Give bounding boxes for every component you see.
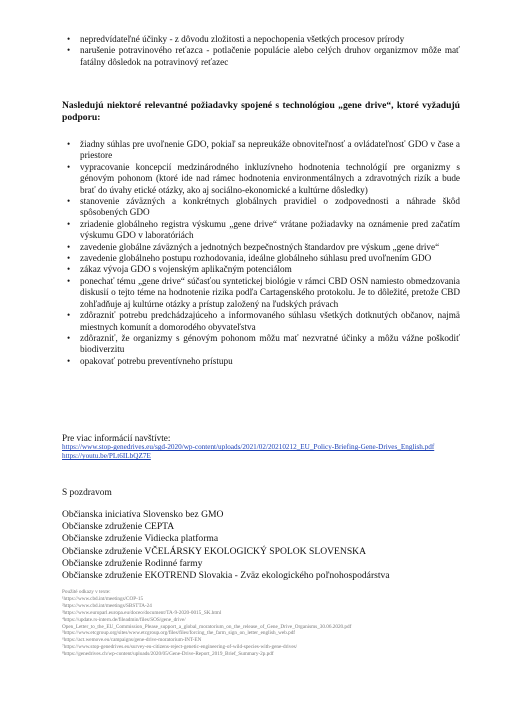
- signatory: Občianske združenie EKOTREND Slovakia - Zväz ekologického poľnohospodárstva: [62, 570, 390, 582]
- list-item: • zriadenie globálneho registra výskumu „gene drive“ vrátane požiadavky na oznámenie pred začatím výskumu GDO v laboratóriách: [62, 219, 460, 242]
- footnote: ⁴https://update.rs-intern.de/fileadmin/files/SOS/gene_drive/: [62, 616, 186, 623]
- footnote: Použité odkazy v texte:: [62, 589, 111, 595]
- list-item: • nepredvídateľné účinky - z dôvodu zložitosti a nepochopenia všetkých procesov prírody: [62, 34, 460, 45]
- list-item: • narušenie potravinového reťazca - potlačenie populácie alebo celých druhov organizmov môže mať fatálny dôsledok na potravinový reťazec: [62, 45, 460, 68]
- requirements-heading: Nasledujú niektoré relevantné požiadavky spojené s technológiou „gene drive“, ktoré vyžadujú podporu:: [62, 100, 460, 123]
- signatory: Občianska iniciatíva Slovensko bez GMO: [62, 509, 224, 520]
- list-item: • zavedenie globálne záväzných a jednotných bezpečnostných štandardov pre výskum „gene drive“: [62, 242, 460, 253]
- footnote: ⁶https://act.wemove.eu/campaigns/gene-drive-moratorium-INT-EN: [62, 637, 202, 644]
- list-item: • zdôrazniť potrebu predchádzajúceho a informovaného súhlasu všetkých dotknutých občanov, najmä miestnych komunít a domorodého obyvateľstva: [62, 310, 460, 333]
- signatories: [62, 509, 390, 582]
- requirements-list: [62, 139, 460, 367]
- footnote: ³https://www.europarl.europa.eu/doceo/document/TA-9-2020-0015_SK.html: [62, 609, 222, 616]
- list-item: • zdôrazniť, že organizmy s génovým pohonom môžu mať nezvratné účinky a môžu vážne poškodiť biodiverzitu: [62, 333, 460, 356]
- list-item: • opakovať potrebu preventívneho prístupu: [62, 356, 460, 367]
- list-item: • vypracovanie koncepcií medzinárodného inkluzívneho hodnotenia technológií pre organizmy s génovým pohonom (ktoré ide nad rámec hodnotenia environmentálnych a zdravotných rizík a bude brať do úvahy etické otázky, ako aj sociálno-ekonomické a kultúrne dôsledky): [62, 162, 460, 196]
- signatory: Občianske združenie CEPTA: [62, 521, 175, 533]
- more-info-section: [62, 433, 462, 461]
- signatory: Občianske združenie Rodinné farmy: [62, 557, 203, 569]
- list-item: • žiadny súhlas pre uvoľnenie GDO, pokiaľ sa nepreukáže obnoviteľnosť a ovládateľnosť GDO v čase a priestore: [62, 139, 460, 162]
- list-item: • zákaz vývoja GDO s vojenským aplikačným potenciálom: [62, 264, 460, 275]
- footnote: ¹https://www.cbd.int/meetings/COP-15: [62, 595, 144, 602]
- signatory: Občianske združenie VČELÁRSKY EKOLOGICKÝ SPOLOK SLOVENSKA: [62, 545, 367, 557]
- footnotes: [62, 589, 462, 658]
- policy-briefing-link[interactable]: https://www.stop-genedrives.eu/sgd-2020/wp-content/uploads/2021/02/20210212_EU_Policy-Briefing-Gene-Drives_English.pdf: [62, 443, 435, 452]
- risk-list: [62, 34, 460, 68]
- youtube-link[interactable]: https://youtu.be/PLt6ILbQZ7E: [62, 452, 151, 461]
- footnote: ⁸https://genedrives.ch/wp-content/uploads/2020/05/Gene-Drive-Report_2019_Brief_Summary-2p.pdf: [62, 651, 274, 658]
- list-item: • zavedenie globálneho postupu rozhodovania, ideálne globálneho súhlasu pred uvoľnením GDO: [62, 253, 460, 264]
- footnote: ⁵https://www.etcgroup.org/sites/www.etcgroup.org/files/files/forcing_the_farm_sign_on_letter_english_web.pdf: [62, 630, 296, 637]
- signatory: Občianske združenie Vidiecka platforma: [62, 533, 219, 545]
- more-info-label: Pre viac informácií navštívte:: [62, 433, 171, 443]
- list-item: • stanovenie záväzných a konkrétnych globálnych pravidiel o zodpovednosti a náhrade škôd spôsobených GDO: [62, 196, 460, 219]
- greeting: S pozdravom: [62, 488, 112, 498]
- list-item: • ponechať tému „gene drive“ súčasťou syntetickej biológie v rámci CBD OSN namiesto obmedzovania diskusií o tejto téme na hodnotenie rizika podľa Cartagenského protokolu. Je to dôležité, pretože CBD zohľadňuje aj kultúrne otázky a prístup založený na ľudských právach: [62, 276, 460, 310]
- footnote: Open_Letter_to_the_EU_Commission_Please_support_a_global_moratorium_on_the_release_of_Gene_Drive_Organisms_30.06.2020.pdf: [62, 623, 352, 630]
- footnote: ²https://www.cbd.int/meetings/SBSTTA-24: [62, 602, 152, 609]
- footnote: ⁷https://www.stop-genedrives.eu/survey-eu-citizens-reject-genetic-engineering-of-wild-species-with-gene-drives/: [62, 644, 298, 651]
